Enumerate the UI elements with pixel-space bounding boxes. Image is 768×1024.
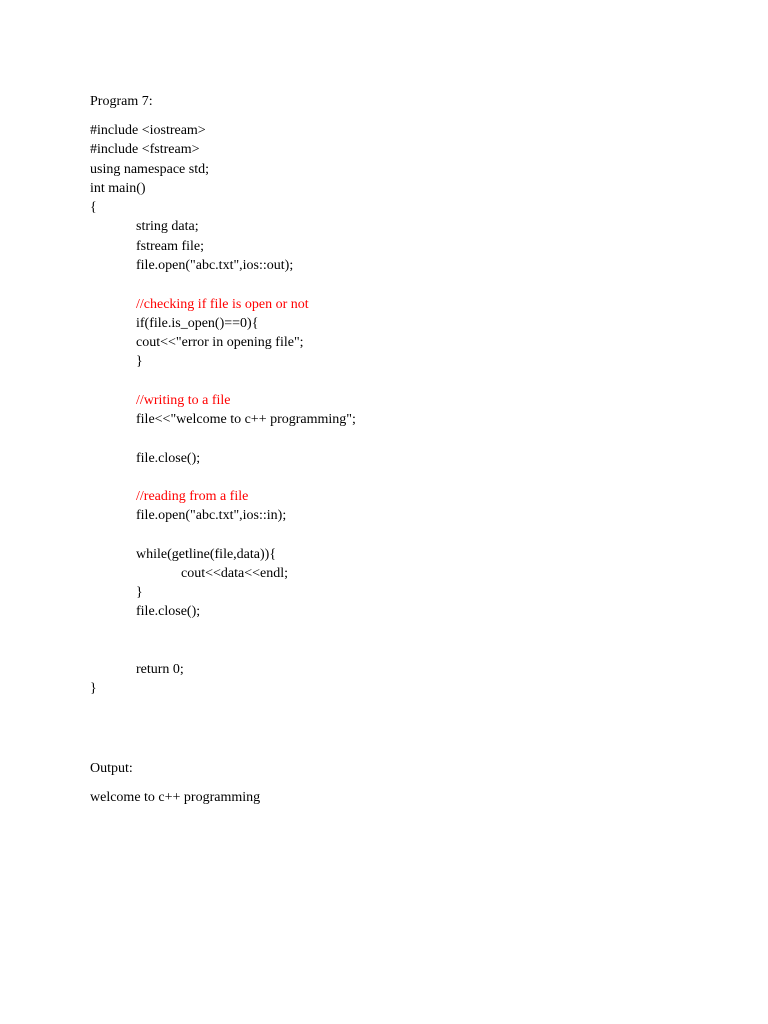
code-line: cout<<"error in opening file"; bbox=[136, 335, 304, 350]
program-title: Program 7: bbox=[90, 94, 153, 109]
output-label: Output: bbox=[90, 761, 133, 776]
output-text: welcome to c++ programming bbox=[90, 790, 261, 805]
code-line: int main() bbox=[90, 181, 146, 196]
code-line: return 0; bbox=[136, 662, 184, 677]
code-line: #include <iostream> bbox=[90, 123, 206, 138]
code-comment-line: //writing to a file bbox=[136, 393, 231, 408]
code-line: if(file.is_open()==0){ bbox=[136, 316, 259, 331]
code-line: file.close(); bbox=[136, 604, 201, 619]
code-line: string data; bbox=[136, 219, 199, 234]
code-comment-line: //checking if file is open or not bbox=[136, 297, 309, 312]
code-line: while(getline(file,data)){ bbox=[136, 547, 277, 562]
code-line: } bbox=[136, 585, 143, 600]
code-line: #include <fstream> bbox=[90, 142, 200, 157]
code-line: using namespace std; bbox=[90, 162, 209, 177]
code-line: } bbox=[90, 681, 97, 696]
code-line: fstream file; bbox=[136, 239, 205, 254]
code-line: file.open("abc.txt",ios::in); bbox=[136, 508, 287, 523]
code-line: file.close(); bbox=[136, 451, 201, 466]
code-line: file<<"welcome to c++ programming"; bbox=[136, 412, 356, 427]
code-line: file.open("abc.txt",ios::out); bbox=[136, 258, 294, 273]
code-line: cout<<data<<endl; bbox=[181, 566, 288, 581]
code-line: { bbox=[90, 200, 97, 215]
code-comment-line: //reading from a file bbox=[136, 489, 249, 504]
code-line: } bbox=[136, 354, 143, 369]
